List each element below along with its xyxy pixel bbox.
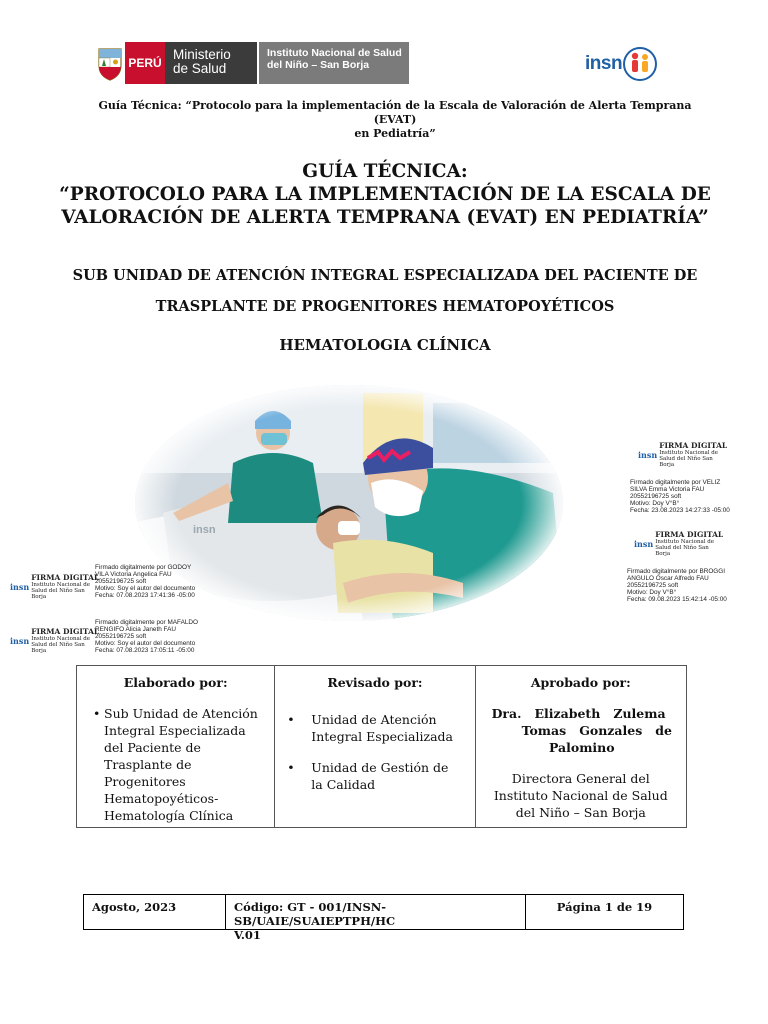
institute-name-line1: Instituto Nacional de Salud	[267, 47, 402, 59]
institute-name-line2: del Niño – San Borja	[267, 59, 370, 71]
department-title: HEMATOLOGIA CLÍNICA	[279, 336, 491, 354]
digital-signature-stamp	[634, 530, 723, 557]
main-title-line3: VALORACIÓN DE ALERTA TEMPRANA (EVAT) EN PEDIATRÍA”	[61, 207, 709, 228]
signature-godoy	[95, 564, 195, 599]
insn-mini-logo: insn	[10, 635, 30, 646]
signature-line: ANGULO Oscar Alfredo FAU	[627, 575, 709, 582]
prepared-by-header: Elaborado por:	[123, 675, 228, 690]
insn-mini-logo: insn	[638, 449, 658, 460]
signature-line: Firmado digitalmente por MAFALDO	[95, 619, 198, 626]
signature-line: RENGIFO Alicia Janeth FAU	[95, 626, 176, 633]
main-title	[40, 160, 730, 229]
stamp-institute-line2: Salud del Niño San	[31, 588, 85, 594]
institute-name	[259, 42, 409, 84]
approval-table	[76, 665, 687, 828]
unit-title-line1: SUB UNIDAD DE ATENCIÓN INTEGRAL ESPECIALIZADA DEL PACIENTE DE	[72, 267, 698, 284]
signature-line: Fecha: 23.08.2023 14:27:33 -05:00	[630, 507, 730, 514]
children-icon	[622, 44, 658, 84]
document-subtitle	[80, 99, 710, 141]
stamp-label: FIRMA DIGITAL	[31, 573, 100, 582]
approver-role: Directora General del Instituto Nacional de Salud del Niño – San Borja	[493, 771, 668, 820]
stamp-institute-line2: Salud del Niño San	[31, 642, 85, 648]
signature-broggi	[627, 568, 727, 603]
stamp-institute-line1: Instituto Nacional de	[659, 450, 719, 456]
stamp-label: FIRMA DIGITAL	[659, 441, 728, 450]
approver-name-line3: Palomino	[548, 740, 615, 755]
signature-line: 20552196725 soft	[627, 582, 679, 589]
footer-table	[83, 894, 684, 942]
signature-line: Motivo: Doy V°B°	[627, 589, 677, 596]
peru-shield-icon	[95, 42, 125, 84]
signature-line: 20552196725 soft	[95, 578, 147, 585]
list-item	[287, 759, 460, 793]
insn-mini-logo: insn	[10, 581, 30, 592]
signature-veliz	[630, 479, 730, 514]
bullet-icon: •	[287, 760, 295, 775]
signature-line: Fecha: 09.08.2023 15:42:14 -05:00	[627, 596, 727, 603]
stamp-institute-line1: Instituto Nacional de	[31, 582, 91, 588]
stamp-institute-line3: Borja	[31, 648, 47, 654]
stamp-institute-line2: Salud del Niño San	[659, 456, 713, 462]
insn-mini-logo: insn	[634, 538, 654, 549]
prepared-by-column	[77, 666, 274, 827]
insn-logo-text: insn	[585, 53, 623, 74]
digital-signature-stamp	[638, 441, 727, 468]
signature-line: Firmado digitalmente por GODOY	[95, 564, 192, 571]
main-title-line2: “PROTOCOLO PARA LA IMPLEMENTACIÓN DE LA ESCALA DE	[59, 184, 711, 205]
unit-title-line2: TRASPLANTE DE PROGENITORES HEMATOPOYÉTICOS	[155, 298, 615, 315]
prepared-by-item: Sub Unidad de Atención Integral Especializada del Paciente de Trasplante de Progenitores Hematopoyéticos-Hematología Clínica	[104, 706, 258, 823]
signature-line: Firmado digitalmente por BROGGI	[627, 568, 726, 575]
signature-line: 20552196725 soft	[630, 493, 682, 500]
reviewed-by-item: Unidad de Atención Integral Especializada	[311, 712, 453, 744]
signature-line: Motivo: Soy el autor del documento	[95, 640, 196, 647]
footer-code-line2: V.01	[234, 928, 261, 942]
signature-line: Fecha: 07.08.2023 17:41:36 -05:00	[95, 592, 195, 599]
subtitle-line1: Guía Técnica: “Protocolo para la implementación de la Escala de Valoración de Alerta Temprana (EVAT)	[98, 99, 692, 126]
unit-title	[40, 260, 730, 322]
reviewed-by-item: Unidad de Gestión de la Calidad	[311, 760, 449, 792]
ministry-logo	[95, 42, 409, 84]
list-item	[287, 711, 460, 745]
signature-line: Firmado digitalmente por VELIZ	[630, 479, 721, 486]
signature-line: 20552196725 soft	[95, 633, 147, 640]
ministry-name	[165, 42, 257, 84]
subtitle-line2: en Pediatría”	[354, 127, 436, 140]
cover-photo	[133, 383, 565, 623]
approved-by-header: Aprobado por:	[530, 675, 631, 690]
stamp-label: FIRMA DIGITAL	[655, 530, 724, 539]
ministry-name-line1: Ministerio	[173, 47, 231, 62]
insn-logo	[585, 43, 675, 85]
stamp-institute-line3: Borja	[31, 594, 47, 600]
signature-mafaldo	[95, 619, 198, 654]
bullet-icon: •	[93, 706, 101, 721]
signature-line: Motivo: Soy el autor del documento	[95, 585, 196, 592]
signature-line: Fecha: 07.08.2023 17:05:11 -05:00	[95, 647, 195, 654]
stamp-label: FIRMA DIGITAL	[31, 627, 100, 636]
stamp-institute-line2: Salud del Niño San	[655, 545, 709, 551]
digital-signature-stamp	[10, 627, 99, 654]
approver-name-line2: Tomas Gonzales de	[521, 723, 672, 738]
signature-line: VILA Victoria Angelica FAU	[95, 571, 172, 578]
stamp-institute-line3: Borja	[655, 551, 671, 557]
peru-label: PERÚ	[125, 42, 165, 84]
approved-by-column	[475, 666, 686, 827]
footer-code-line1: Código: GT - 001/INSN-SB/UAIE/SUAIEPTPH/HC	[234, 900, 396, 928]
approver-name	[492, 705, 672, 756]
stamp-institute-line1: Instituto Nacional de	[31, 636, 91, 642]
reviewed-by-column	[274, 666, 474, 827]
list-item	[93, 705, 258, 824]
footer-code	[225, 895, 525, 942]
signature-line: Motivo: Doy V°B°	[630, 500, 680, 507]
stamp-institute-line1: Instituto Nacional de	[655, 539, 715, 545]
ministry-name-line2: de Salud	[173, 61, 227, 76]
main-title-line1: GUÍA TÉCNICA:	[302, 161, 468, 182]
reviewed-by-header: Revisado por:	[327, 675, 423, 690]
bullet-icon: •	[287, 712, 295, 727]
approver-name-line1: Dra. Elizabeth Zulema	[491, 706, 666, 721]
stamp-institute-line3: Borja	[659, 462, 675, 468]
footer-date: Agosto, 2023	[92, 900, 177, 914]
footer-page-number: Página 1 de 19	[525, 895, 683, 929]
digital-signature-stamp	[10, 573, 99, 600]
signature-line: SILVA Emma Victoria FAU	[630, 486, 705, 493]
